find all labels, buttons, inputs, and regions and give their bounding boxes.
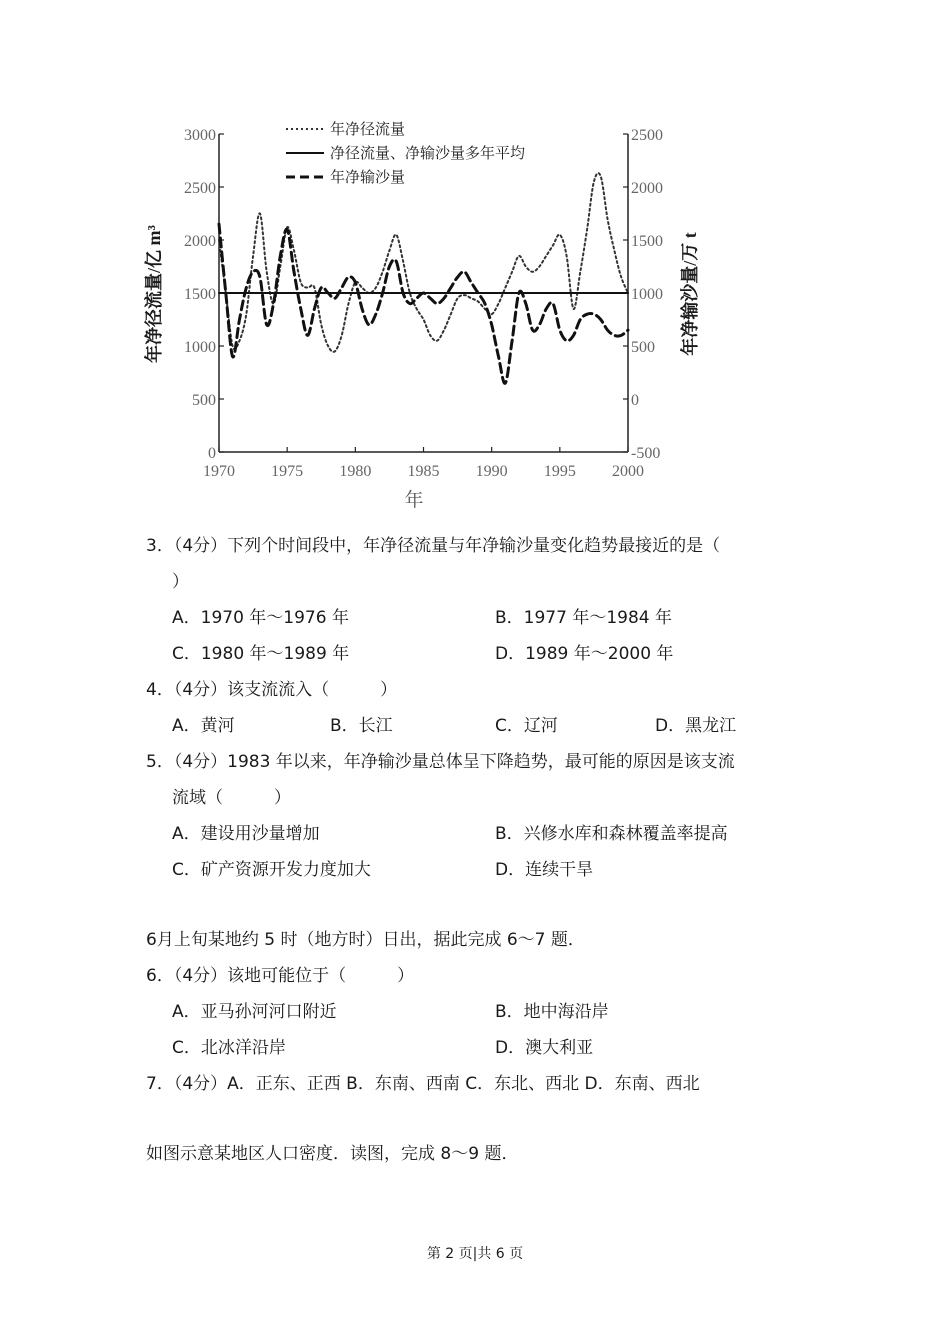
legend-label: 年净径流量 bbox=[330, 122, 406, 138]
intro-questions-6-7: 6月上旬某地约 5 时（地方时）日出，据此完成 6～7 题． bbox=[146, 930, 585, 950]
question-6-option-c: C．北冰洋沿岸 bbox=[172, 1038, 286, 1058]
chart-series bbox=[219, 173, 628, 383]
series-line-dotted bbox=[219, 173, 628, 352]
question-3-option-b: B．1977 年～1984 年 bbox=[495, 608, 672, 628]
y-axis-right-label: 年净输沙量/万 t bbox=[680, 232, 700, 356]
y-axis-left-label: 年净径流量/亿 m³ bbox=[144, 225, 164, 363]
question-5-option-b: B．兴修水库和森林覆盖率提高 bbox=[495, 824, 728, 844]
x-tick-label: 1975 bbox=[271, 463, 304, 480]
question-7-stem: 7．（4分）A．正东、正西 B．东南、西南 C．东北、西北 D．东南、西北 bbox=[146, 1074, 700, 1094]
series-line-dashed bbox=[219, 224, 628, 383]
y-right-tick-label: 2500 bbox=[631, 127, 663, 144]
y-left-tick-label: 0 bbox=[208, 445, 216, 462]
y-left-tick-label: 3000 bbox=[184, 127, 216, 144]
y-right-tick-label: 500 bbox=[631, 339, 655, 356]
question-5-stem-cont: 流域（ ） bbox=[172, 788, 291, 808]
chart-ticks bbox=[184, 127, 663, 480]
x-tick-label: 1995 bbox=[543, 463, 576, 480]
y-right-tick-label: 1000 bbox=[631, 286, 663, 303]
y-left-tick-label: 2000 bbox=[184, 233, 216, 250]
question-4-option-c: C．辽河 bbox=[495, 716, 558, 736]
y-right-tick-label: 0 bbox=[631, 392, 639, 409]
x-tick-label: 2000 bbox=[612, 463, 644, 480]
y-left-tick-label: 2500 bbox=[184, 180, 216, 197]
question-5-option-d: D．连续干旱 bbox=[495, 860, 594, 880]
y-right-tick-label: 1500 bbox=[631, 233, 663, 250]
question-3-option-a: A．1970 年～1976 年 bbox=[172, 608, 349, 628]
x-tick-label: 1990 bbox=[475, 463, 508, 480]
question-4-option-a: A．黄河 bbox=[172, 716, 235, 736]
question-3-stem-cont: ） bbox=[172, 572, 189, 592]
x-axis-label: 年 bbox=[404, 490, 424, 511]
intro-questions-8-9: 如图示意某地区人口密度．读图，完成 8～9 题． bbox=[146, 1144, 519, 1164]
question-3-option-d: D．1989 年～2000 年 bbox=[495, 644, 674, 664]
legend-label: 净径流量、净输沙量多年平均 bbox=[330, 146, 526, 162]
x-tick-label: 1970 bbox=[203, 463, 235, 480]
y-left-tick-label: 1500 bbox=[184, 286, 216, 303]
question-5-option-c: C．矿产资源开发力度加大 bbox=[172, 860, 371, 880]
question-6-option-b: B．地中海沿岸 bbox=[495, 1002, 609, 1022]
question-3-option-c: C．1980 年～1989 年 bbox=[172, 644, 350, 664]
question-4-option-d: D．黑龙江 bbox=[655, 716, 737, 736]
question-6-option-a: A．亚马孙河河口附近 bbox=[172, 1002, 337, 1022]
question-4-option-b: B．长江 bbox=[330, 716, 393, 736]
y-left-tick-label: 1000 bbox=[184, 339, 216, 356]
chart-legend bbox=[286, 120, 525, 186]
y-right-tick-label: 2000 bbox=[631, 180, 663, 197]
y-left-tick-label: 500 bbox=[192, 392, 216, 409]
question-4-stem: 4．（4分）该支流流入（ ） bbox=[146, 680, 398, 700]
question-6-option-d: D．澳大利亚 bbox=[495, 1038, 594, 1058]
y-right-tick-label: -500 bbox=[631, 445, 661, 462]
runoff-sediment-chart bbox=[140, 118, 700, 518]
x-tick-label: 1980 bbox=[339, 463, 372, 480]
question-5-option-a: A．建设用沙量增加 bbox=[172, 824, 320, 844]
question-5-stem: 5．（4分）1983 年以来，年净输沙量总体呈下降趋势，最可能的原因是该支流 bbox=[146, 752, 735, 772]
legend-label: 年净输沙量 bbox=[330, 170, 406, 186]
x-tick-label: 1985 bbox=[407, 463, 440, 480]
page-footer: 第 2 页|共 6 页 bbox=[426, 1246, 524, 1262]
question-6-stem: 6．（4分）该地可能位于（ ） bbox=[146, 966, 415, 986]
question-3-stem: 3．（4分）下列个时间段中，年净径流量与年净输沙量变化趋势最接近的是（ bbox=[146, 536, 721, 556]
